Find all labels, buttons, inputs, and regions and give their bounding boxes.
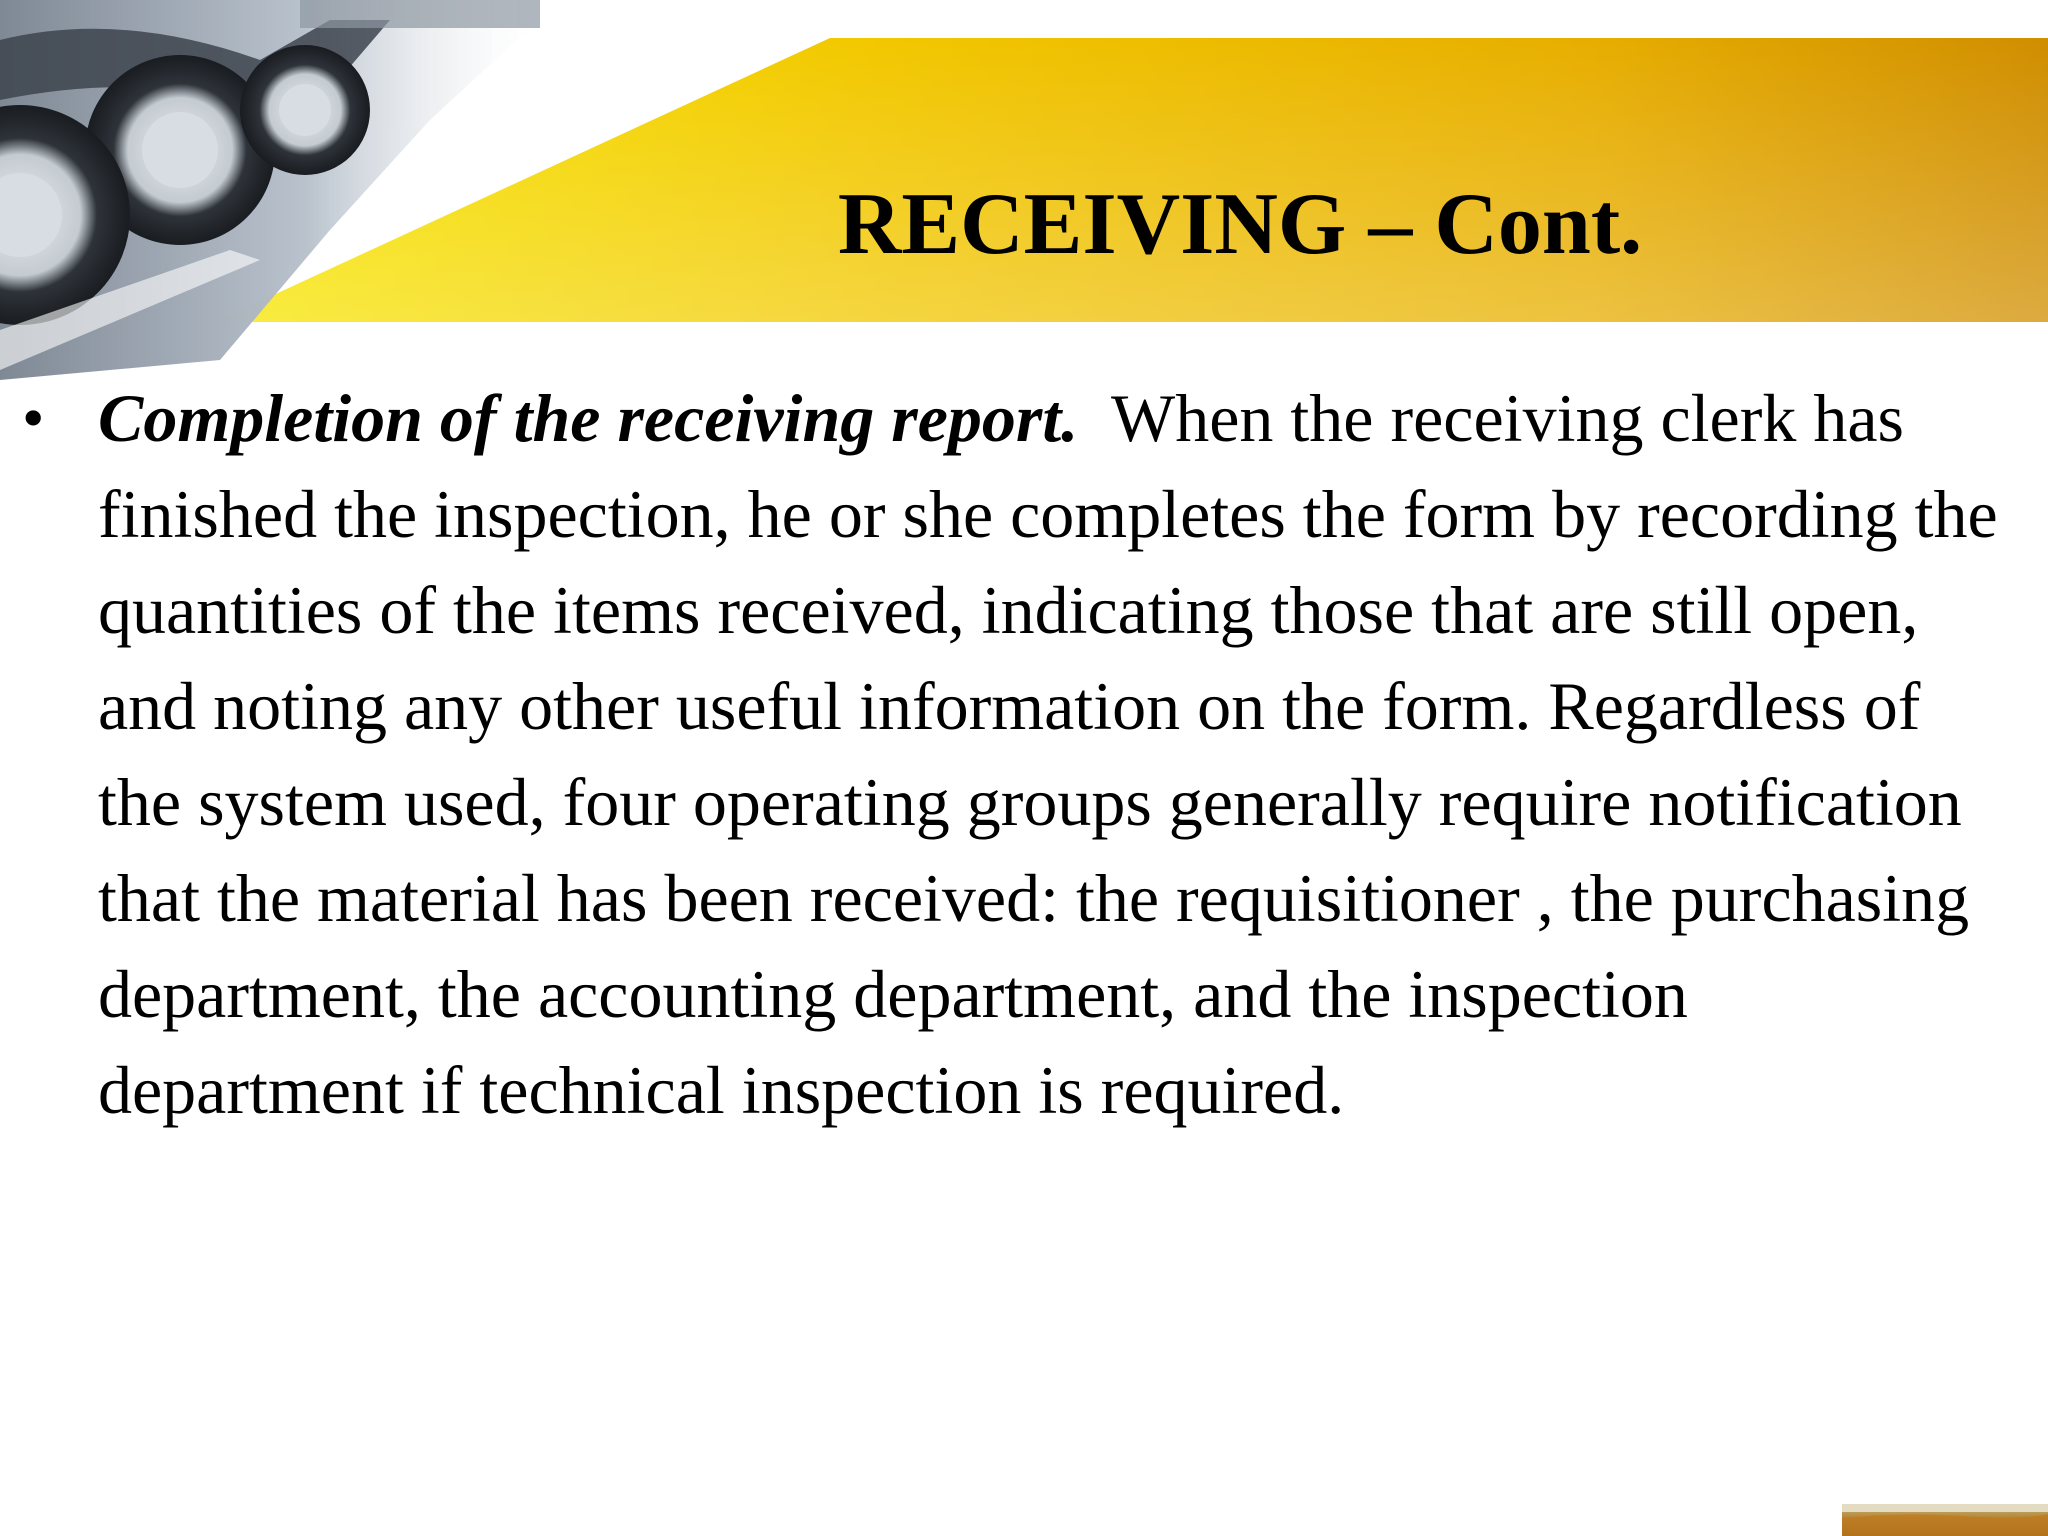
slide-title: RECEIVING – Cont.	[837, 176, 1643, 273]
bullet-lead-text: Completion of the receiving report.	[98, 380, 1079, 456]
corner-landscape-graphic	[1842, 1504, 2048, 1536]
bullet-paragraph	[98, 370, 1998, 1138]
bullet-body-text: When the receiving clerk has finished the inspection, he or she completes the form by recording the quantities of the items received, indicating those that are still open, and noting any other useful information on the form. Regardless of the system used, four operating groups generally require notification that the material has been received: the requisitioner , the purchasing department, the accounting department, and the inspection department if technical inspection is required.	[98, 380, 1998, 1128]
truck-photo	[0, 0, 560, 380]
bullet-marker: •	[22, 382, 45, 453]
